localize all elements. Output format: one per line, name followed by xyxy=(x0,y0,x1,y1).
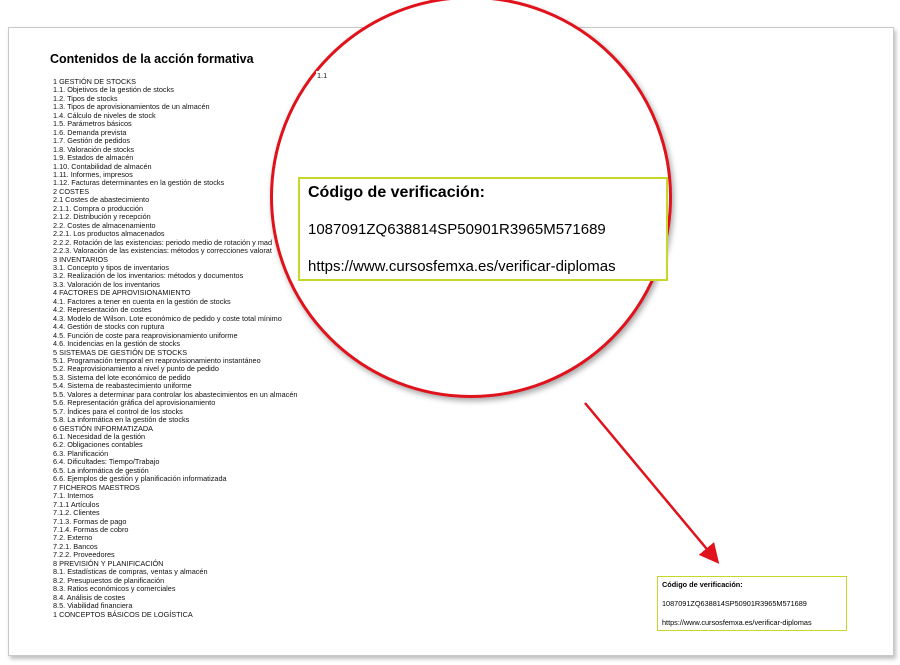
toc-item: 4 FACTORES DE APROVISIONAMIENTO xyxy=(53,288,191,298)
toc-item: 7.2. Externo xyxy=(53,533,93,543)
toc-item: 7.2.2. Proveedores xyxy=(53,550,115,560)
toc-item: 4.6. Incidencias en la gestión de stocks xyxy=(53,339,180,349)
toc-item: 8 PREVISIÓN Y PLANIFICACIÓN xyxy=(53,558,164,568)
toc-item: 4.3. Modelo de Wilson. Lote económico de pedido y coste total mínimo xyxy=(53,313,282,323)
toc-item: 1.1. Objetivos de la gestión de stocks xyxy=(53,85,174,95)
toc-item: 1.11. Informes, impresos xyxy=(53,169,133,179)
verification-url[interactable]: https://www.cursosfemxa.es/verificar-diplomas xyxy=(662,618,812,627)
toc-item: 4.1. Factores a tener en cuenta en la gestión de stocks xyxy=(53,296,231,306)
toc-item: 6.2. Obligaciones contables xyxy=(53,440,143,450)
toc-item: 7.1.1 Artículos xyxy=(53,499,100,509)
toc-item: 3.2. Realización de los inventarios: métodos y documentos xyxy=(53,271,244,281)
toc-item: 5.3. Sistema del lote económico de pedido xyxy=(53,372,191,382)
verification-code: 1087091ZQ638814SP50901R3965M571689 xyxy=(308,221,606,238)
toc-item: 4.5. Función de coste para reaprovisionamiento uniforme xyxy=(53,330,238,340)
verification-url[interactable]: https://www.cursosfemxa.es/verificar-diplomas xyxy=(308,258,616,275)
toc-item: 8.1. Estadísticas de compras, ventas y almacén xyxy=(53,567,208,577)
toc-item: 1.10. Contabilidad de almacén xyxy=(53,161,152,171)
toc-item: 5.1. Programación temporal en reaprovisionamiento instantáneo xyxy=(53,355,261,365)
toc-item: 8.3. Ratios económicos y comerciales xyxy=(53,584,176,594)
toc-item: 2.2.2. Rotación de las existencias: periodo medio de rotación y mad xyxy=(53,237,273,247)
toc-item: 5.4. Sistema de reabastecimiento uniforme xyxy=(53,381,192,391)
document-title: Contenidos de la acción formativa xyxy=(50,52,254,66)
toc-item: 1.8. Valoración de stocks xyxy=(53,144,134,154)
toc-item: 6 GESTIÓN INFORMATIZADA xyxy=(53,423,154,433)
toc-item: 5.5. Valores a determinar para controlar los abastecimientos en un almacén xyxy=(53,389,298,399)
toc-item: 6.1. Necesidad de la gestión xyxy=(53,432,146,442)
toc-item: 1 CONCEPTOS BÁSICOS DE LOGÍSTICA xyxy=(53,609,193,619)
verification-box-magnified xyxy=(298,177,668,281)
toc-item: 5.8. La informática en la gestión de stocks xyxy=(53,415,190,425)
toc-item: 1.5. Parámetros básicos xyxy=(53,119,132,129)
toc-item: 3.1. Concepto y tipos de inventarios xyxy=(53,262,170,272)
toc-item: 2.1.1. Compra o producción xyxy=(53,203,144,213)
toc-item: 6.3. Planificación xyxy=(53,448,109,458)
toc-item: 6.5. La informática de gestión xyxy=(53,465,149,475)
toc-item: 1.9. Estados de almacén xyxy=(53,153,134,163)
toc-item: 1.12. Facturas determinantes en la gestión de stocks xyxy=(53,178,225,188)
toc-item: 1 GESTIÓN DE STOCKS xyxy=(53,77,136,86)
toc-item: 6.6. Ejemplos de gestión y planificación informatizada xyxy=(53,474,227,484)
toc-item: 1.2. Tipos de stocks xyxy=(53,93,118,103)
toc-item: 4.2. Representación de costes xyxy=(53,305,152,315)
toc-item: 5.2. Reaprovisionamiento a nivel y punto de pedido xyxy=(53,364,219,374)
toc-item: 3 INVENTARIOS xyxy=(53,254,109,264)
toc-item: 4.4. Gestión de stocks con ruptura xyxy=(53,322,165,332)
toc-item: 7.1.3. Formas de pago xyxy=(53,516,127,526)
partial-text: 1.1 xyxy=(317,71,328,80)
toc-item: 8.2. Presupuestos de planificación xyxy=(53,575,165,585)
toc-item: 1.6. Demanda prevista xyxy=(53,127,127,137)
toc-item: 7.1. Internos xyxy=(53,491,94,501)
verification-box xyxy=(657,576,847,631)
toc-item: 1.4. Cálculo de niveles de stock xyxy=(53,110,156,120)
toc-item: 2.1.2. Distribución y recepción xyxy=(53,212,151,222)
toc-item: 8.4. Análisis de costes xyxy=(53,592,126,602)
toc-item: 3.3. Valoración de los inventarios xyxy=(53,279,160,289)
toc-item: 1.7. Gestión de pedidos xyxy=(53,136,131,146)
toc-item: 7.1.4. Formas de cobro xyxy=(53,525,129,535)
toc-item: 2.1 Costes de abastecimiento xyxy=(53,195,150,205)
verification-heading: Código de verificación: xyxy=(662,580,743,589)
toc-item: 7 FICHEROS MAESTROS xyxy=(53,482,140,492)
verification-code: 1087091ZQ638814SP50901R3965M571689 xyxy=(662,599,807,608)
toc-item: 2.2.1. Los productos almacenados xyxy=(53,229,165,239)
verification-heading: Código de verificación: xyxy=(308,184,485,201)
toc-item: 5.7. Índices para el control de los stocks xyxy=(53,406,183,416)
toc-item: 7.2.1. Bancos xyxy=(53,541,98,551)
toc-item: 2.2.3. Valoración de las existencias: métodos y correcciones valorat xyxy=(53,246,272,256)
toc-item: 5 SISTEMAS DE GESTIÓN DE STOCKS xyxy=(53,347,188,357)
toc-item: 5.6. Representación gráfica del aprovisionamiento xyxy=(53,398,216,408)
toc-item: 1.3. Tipos de aprovisionamientos de un almacén xyxy=(53,102,210,112)
toc-item: 8.5. Viabilidad financiera xyxy=(53,601,133,611)
toc-item: 2 COSTES xyxy=(53,186,90,196)
toc-item: 6.4. Dificultades: Tiempo/Trabajo xyxy=(53,457,160,467)
toc-item: 2.2. Costes de almacenamiento xyxy=(53,220,156,230)
toc-item: 7.1.2. Clientes xyxy=(53,508,100,518)
